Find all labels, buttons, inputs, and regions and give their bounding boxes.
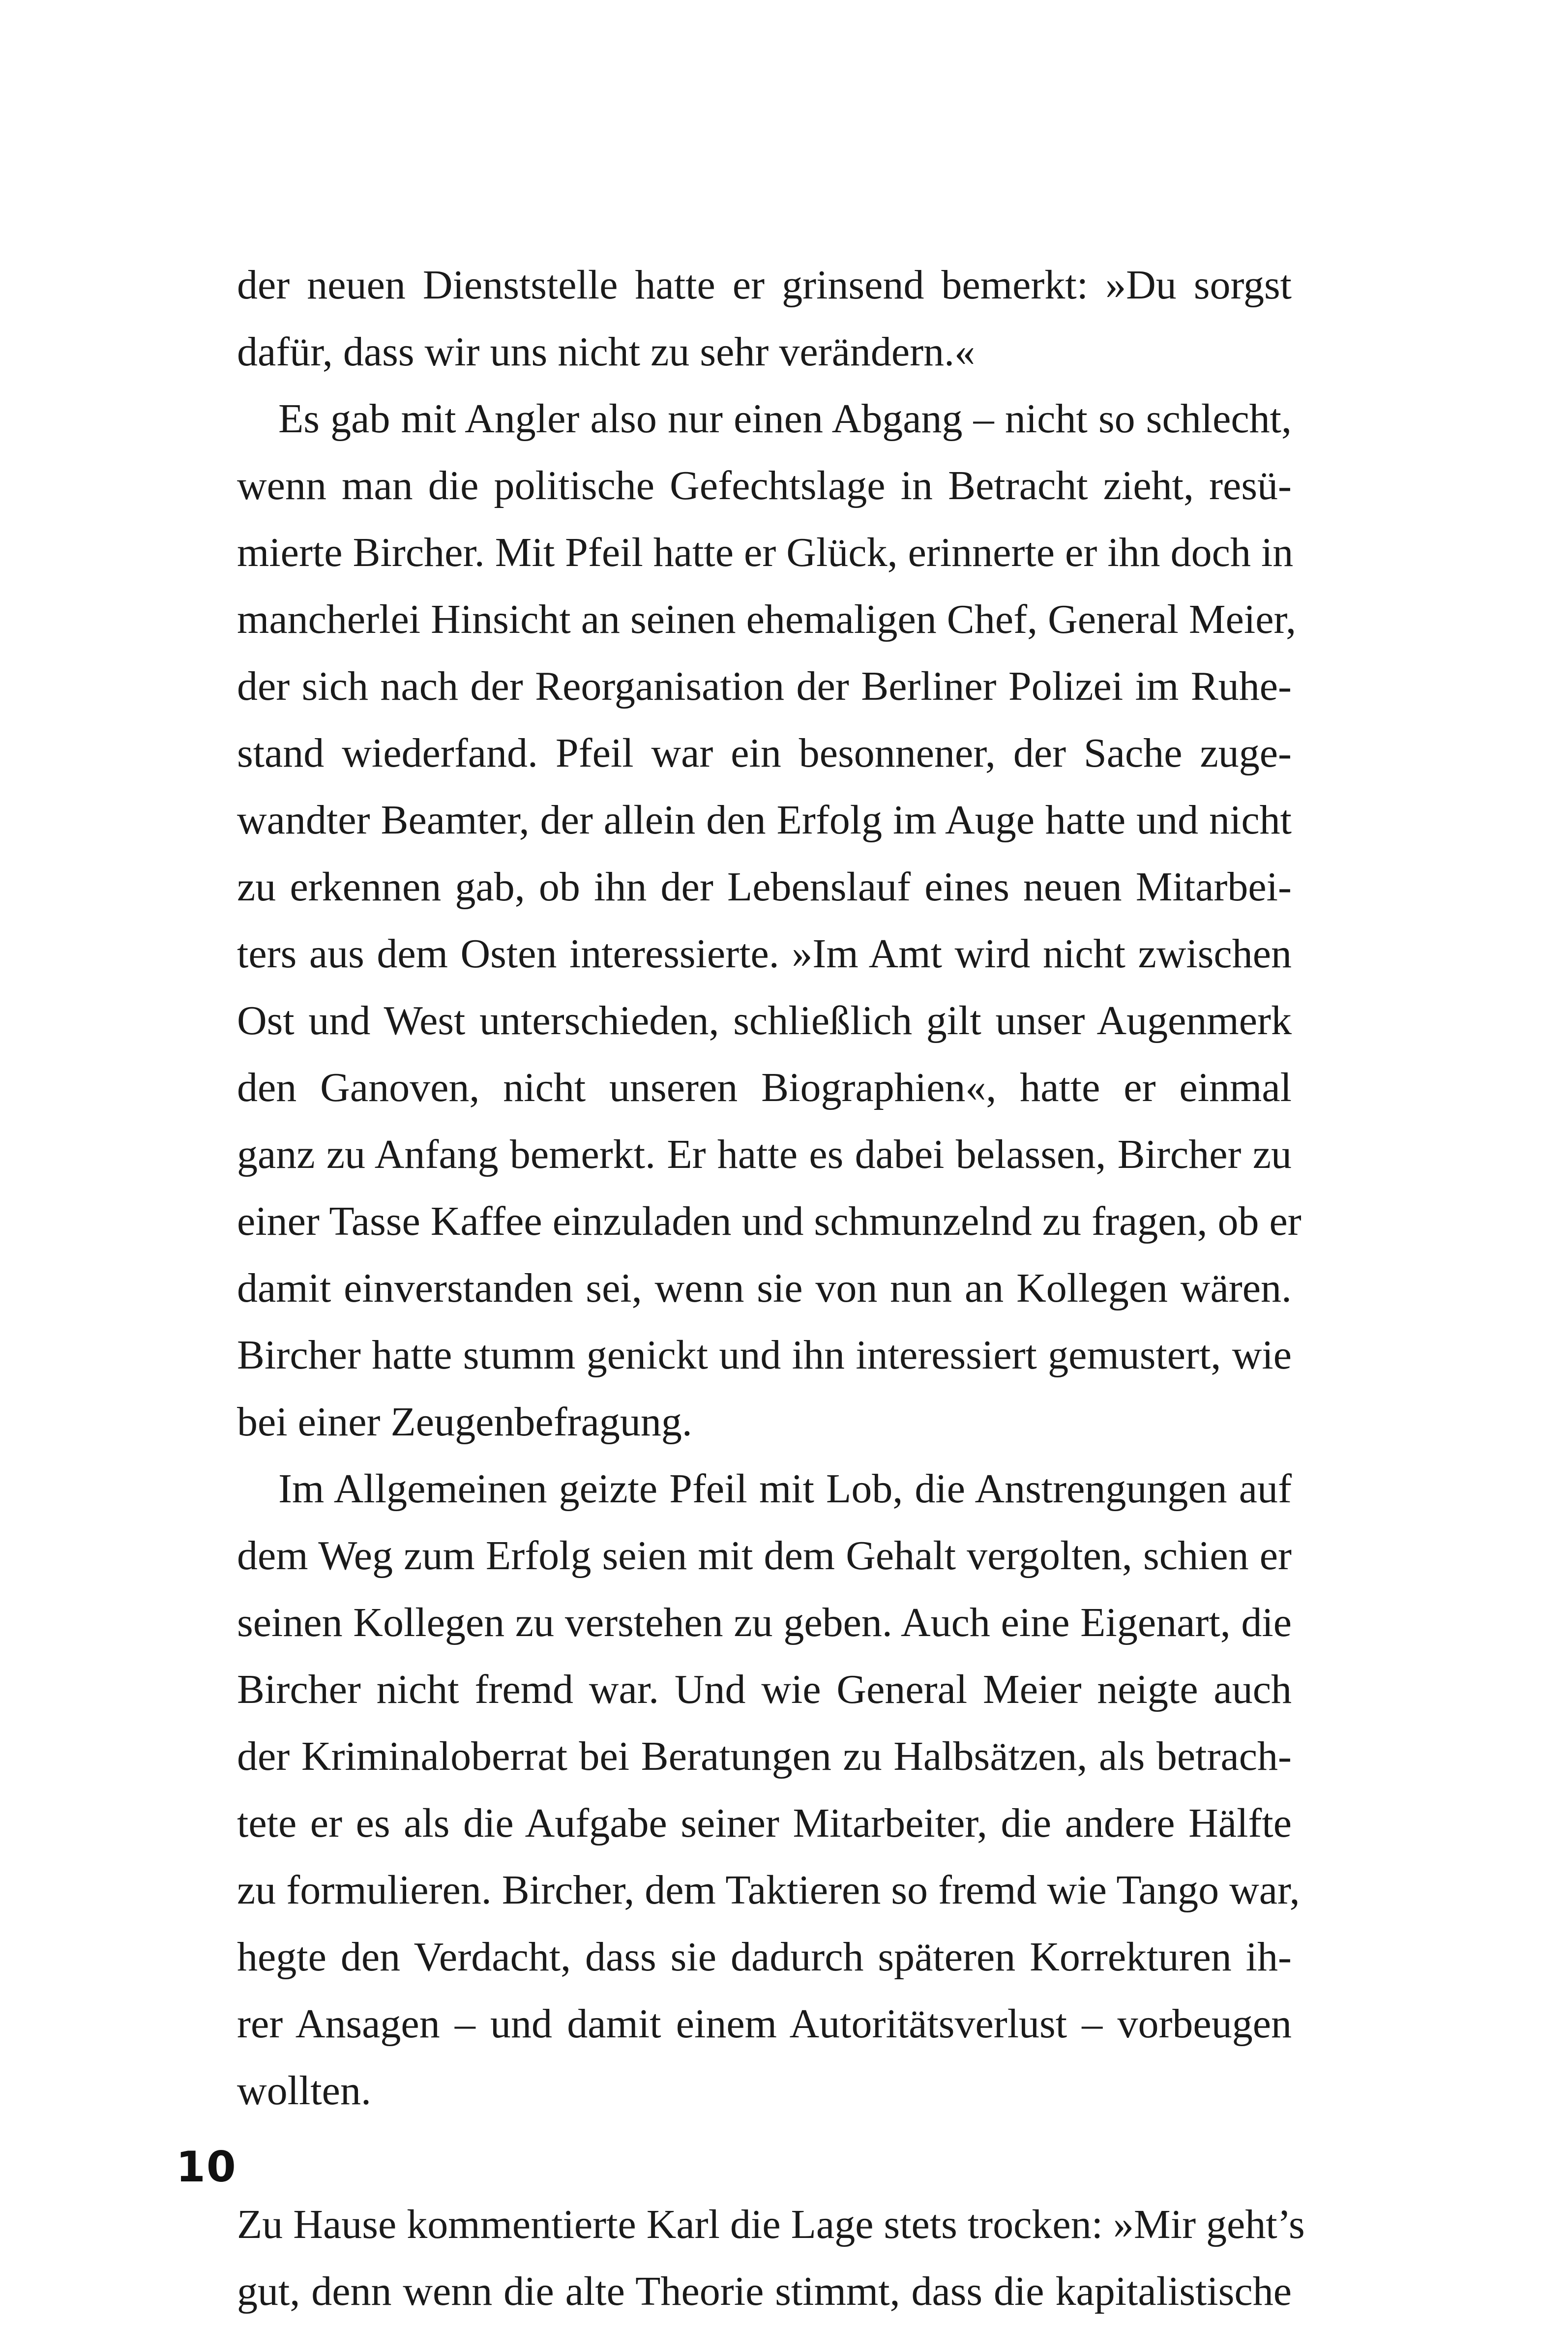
text-line: stand wiederfand. Pfeil war ein besonnener, der Sache zuge- <box>237 730 1292 776</box>
text-line: tete er es als die Aufgabe seiner Mitarbeiter, die andere Hälfte <box>237 1800 1292 1846</box>
text-line: der Kriminaloberrat bei Beratungen zu Halbsätzen, als betrach- <box>237 1733 1292 1779</box>
text-line: hegte den Verdacht, dass sie dadurch späteren Korrekturen ih- <box>237 1934 1292 1980</box>
text-line: der neuen Dienststelle hatte er grinsend bemerkt: »Du sorgst <box>237 262 1292 308</box>
text-line: damit einverstanden sei, wenn sie von nun an Kollegen wären. <box>237 1265 1292 1311</box>
text-line: ganz zu Anfang bemerkt. Er hatte es dabei belassen, Bircher zu <box>237 1132 1292 1177</box>
text-line: wollten. <box>237 2068 371 2114</box>
text-line: seinen Kollegen zu verstehen zu geben. Auch eine Eigenart, die <box>237 1600 1292 1645</box>
text-line: ters aus dem Osten interessierte. »Im Amt wird nicht zwischen <box>237 931 1292 977</box>
text-line: zu formulieren. Bircher, dem Taktieren so fremd wie Tango war, <box>237 1867 1300 1913</box>
section-break <box>237 2124 1292 2191</box>
text-line: Im Allgemeinen geizte Pfeil mit Lob, die Anstrengungen auf <box>278 1466 1292 1512</box>
paragraph <box>237 252 1292 386</box>
text-line: bei einer Zeugenbefragung. <box>237 1399 692 1445</box>
text-line: Bircher nicht fremd war. Und wie General Meier neigte auch <box>237 1667 1292 1712</box>
text-line: Zu Hause kommentierte Karl die Lage stets trocken: »Mir geht’s <box>237 2202 1305 2247</box>
body-text <box>237 252 1305 2325</box>
text-line: Es gab mit Angler also nur einen Abgang – nicht so schlecht, <box>278 396 1292 442</box>
text-line: mancherlei Hinsicht an seinen ehemaligen Chef, General Meier, <box>237 596 1297 642</box>
text-line: Bircher hatte stumm genickt und ihn interessiert gemustert, wie <box>237 1332 1292 1378</box>
paragraph <box>237 2191 1305 2325</box>
text-line: wenn man die politische Gefechtslage in Betracht zieht, resü- <box>237 463 1292 508</box>
paragraph <box>237 386 1302 1456</box>
text-line: Ost und West unterschieden, schließlich gilt unser Augenmerk <box>237 998 1292 1043</box>
text-line: den Ganoven, nicht unseren Biographien«, hatte er einmal <box>237 1065 1292 1110</box>
text-line: rer Ansagen – und damit einem Autoritätsverlust – vorbeugen <box>237 2001 1292 2047</box>
text-line: dafür, dass wir uns nicht zu sehr verändern.« <box>237 329 976 375</box>
text-line: einer Tasse Kaffee einzuladen und schmunzelnd zu fragen, ob er <box>237 1198 1302 1244</box>
page-number: 10 <box>176 2143 237 2192</box>
text-line: der sich nach der Reorganisation der Berliner Polizei im Ruhe- <box>237 663 1292 709</box>
text-line: zu erkennen gab, ob ihn der Lebenslauf eines neuen Mitarbei- <box>237 864 1292 910</box>
text-line: dem Weg zum Erfolg seien mit dem Gehalt vergolten, schien er <box>237 1533 1292 1579</box>
text-line: mierte Bircher. Mit Pfeil hatte er Glück, erinnerte er ihn doch in <box>237 530 1294 575</box>
paragraph <box>237 1456 1300 2124</box>
text-line: gut, denn wenn die alte Theorie stimmt, dass die kapitalistische <box>237 2268 1292 2314</box>
text-line: wandter Beamter, der allein den Erfolg im Auge hatte und nicht <box>237 797 1292 843</box>
